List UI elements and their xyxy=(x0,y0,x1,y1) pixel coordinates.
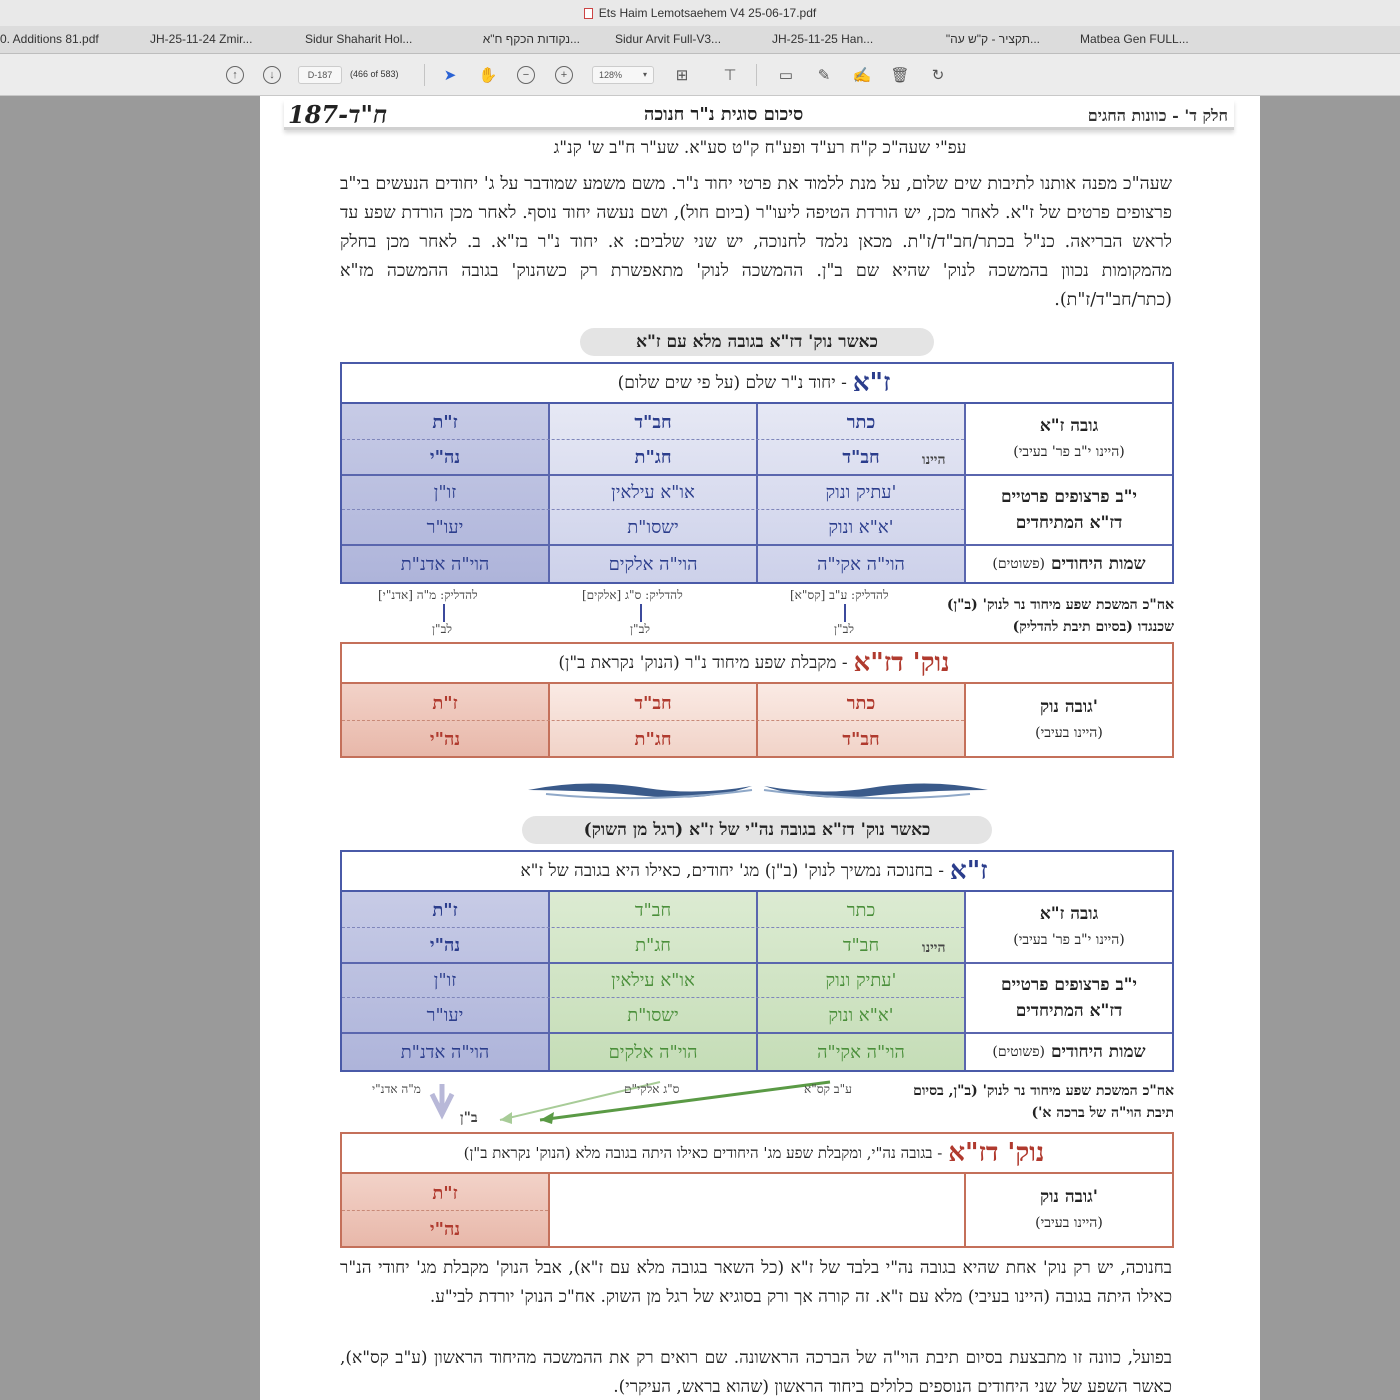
cell: או"א עילאין xyxy=(611,970,695,991)
za-table-2-title xyxy=(342,852,1172,892)
names-label: שמות היחודים (פשוטים) xyxy=(966,1034,1172,1070)
height-nok-label: גובה נוק' (היינו בעיבי) xyxy=(966,1174,1172,1246)
cell: זו"ן xyxy=(433,482,457,503)
highlight-pen-icon[interactable]: ✎ xyxy=(817,67,831,84)
rotate-icon[interactable]: ↻ xyxy=(931,67,945,84)
arrow-label: מ"ה אדנ"י xyxy=(372,1082,421,1096)
next-page-icon[interactable]: ↓ xyxy=(263,66,281,84)
previous-page-icon[interactable]: ↑ xyxy=(226,66,244,84)
cell: כתר xyxy=(846,900,876,921)
cell: הוי"ה אלקים xyxy=(608,1041,698,1063)
section1-heading: כאשר נוק' דז"א בגובה מלא עם ז"א xyxy=(580,328,934,356)
nok-table-1-title xyxy=(342,644,1172,684)
tab-hanukah[interactable]: JH-25-11-25 Han... xyxy=(772,32,874,46)
zoom-out-icon[interactable]: − xyxy=(517,66,535,84)
divider xyxy=(342,509,964,510)
section2-heading: כאשר נוק' דז"א בגובה נה"י של ז"א (רגל מן השוק) xyxy=(522,816,992,844)
divider xyxy=(964,892,966,1070)
nok-table-1 xyxy=(340,642,1174,758)
bottom-paragraph-2: בפועל, כוונה זו מתבצעת בסיום תיבת הוי"ה של הברכה הראשונה. שם רואים רק את ההמשכה מהיחוד הראשון (ע"ב קס"א), כאשר השפע של שני היחודים הנוספים כלולים ביחוד הראשון (שהוא בראש, העיקרי). xyxy=(340,1348,1172,1397)
za-table-2 xyxy=(340,850,1174,1072)
zoom-in-icon[interactable]: + xyxy=(555,66,573,84)
arrow-down-icon xyxy=(640,604,642,622)
lehadlik-label: להדליק: מ"ה [אדנ"י] xyxy=(378,588,478,602)
cell: חג"ת xyxy=(635,935,671,956)
hamshacha-note-1: אח"כ המשכת שפע מיחוד נר לנוק' (ב"ן) שכנגדו (בסיום תיבת להדליק) xyxy=(946,597,1174,635)
divider xyxy=(964,684,966,756)
cell: חב"ד xyxy=(634,900,672,921)
cell: ז"ת xyxy=(432,412,458,433)
cell: נה"י xyxy=(429,447,461,468)
page-number-input[interactable]: D-187 xyxy=(298,66,342,84)
chevron-down-icon: ▾ xyxy=(642,70,647,79)
haynu-label: היינו xyxy=(922,452,946,468)
cell: א"א ונוק' xyxy=(828,517,894,538)
page-number: ח"ד-187 xyxy=(288,100,388,129)
cell: יעו"ר xyxy=(426,1005,464,1026)
za-table-1-subtitle: - יחוד נ"ר שלם (על פי שים שלום) xyxy=(617,373,847,393)
cell: נה"י xyxy=(429,1218,461,1240)
height-nok-label: גובה נוק' (היינו בעיבי) xyxy=(966,684,1172,756)
cell: הוי"ה אקי"ה xyxy=(817,1041,905,1063)
height-za-label: גובה ז"א (היינו י"ב פר' בעיבי) xyxy=(966,892,1172,962)
zoom-value: 128% xyxy=(599,70,623,80)
height-za-label: גובה ז"א (היינו י"ב פר' בעיבי) xyxy=(966,404,1172,474)
toolbar xyxy=(0,54,1400,96)
leban-label: לב"ן xyxy=(432,622,452,636)
lehadlik-label: להדליק: ע"ב [קס"א] xyxy=(790,588,889,602)
divider xyxy=(342,997,964,998)
tab-matbea[interactable]: Matbea Gen FULL... xyxy=(1080,32,1189,46)
page-count: (466 of 583) xyxy=(350,69,399,79)
hamshacha-note-2: אח"כ המשכת שפע מיחוד נר לנוק' (ב"ן, בסיום תיבת הוי"ה של ברכה א') xyxy=(913,1083,1174,1121)
tab-bar xyxy=(0,26,1400,54)
partzufim-label: י"ב פרצופים פרטיים דז"א המתיחדים xyxy=(966,964,1172,1032)
nok-label: נוק' דז"א xyxy=(853,648,950,678)
divider xyxy=(342,439,964,440)
page-title: סיכום סוגית נ"ר חנוכה xyxy=(644,104,804,125)
cell: חב"ד xyxy=(842,728,880,750)
cell: חב"ד xyxy=(842,935,880,956)
cell: הוי"ה אלקים xyxy=(608,553,698,575)
arrow-down-icon xyxy=(844,604,846,622)
cell: א"א ונוק' xyxy=(828,1005,894,1026)
lehadlik-label: להדליק: ס"ג [אלקים] xyxy=(582,588,683,602)
page-section: חלק ד' - כוונות החגים xyxy=(1087,106,1228,125)
intro-paragraph: שעה"כ מפנה אותנו לתיבות שים שלום, על מנת ללמוד את פרטי יחוד נ"ר. משם משמע שמודבר על ג' יחודים הנעשים בי"ב פרצופים פרטים של ז"א. לאחר מכן, יש הורדת הטיפה ליעו"ר (ביום חול), ושם נעשה יחוד נוסף. לאחר מכן הורדת שפע עד לראש הבריאה. כנ"ל בכתר/חב"ד/ז"ת. מכאן נלמד לחנוכה, יש שני שלבים: א. יחוד נ"ר בז"א. ב. לאחר מכן בחלק מהמקומות נכוון בהמשכה לנוק' שהיא שם ב"ן. ההמשכה לנוק' מתאפשרת רק כשהנוק' בגובה ההמשכה מז"א (כתר/חב"ד/ז"ת). xyxy=(340,174,1172,310)
cell: ז"ת xyxy=(432,900,458,921)
nok-table-2-subtitle: - בגובה נה"י, ומקבלת שפע מג' היחודים כאילו היתה בגובה מלא (הנוק' נקראת ב"ן) xyxy=(463,1143,943,1162)
tab-zmirot[interactable]: JH-25-11-24 Zmir... xyxy=(150,32,253,46)
names-label: שמות היחודים (פשוטים) xyxy=(966,546,1172,582)
tab-sidur-arvit[interactable]: Sidur Arvit Full-V3... xyxy=(615,32,722,46)
divider xyxy=(342,720,964,721)
divider xyxy=(964,404,966,582)
cell: או"א עילאין xyxy=(611,482,695,503)
cell: נה"י xyxy=(429,935,461,956)
cell: ישסו"ת xyxy=(627,1005,679,1026)
cell: ז"ת xyxy=(432,692,458,714)
cell: כתר xyxy=(846,692,876,714)
ben-label: ב"ן xyxy=(460,1110,478,1126)
page-header xyxy=(284,100,1234,130)
tab-nekudot[interactable]: ...נקודות הכקף ח"א xyxy=(482,32,580,46)
cell: נה"י xyxy=(429,728,461,750)
haynu-label: היינו xyxy=(922,940,946,956)
cell: יעו"ר xyxy=(426,517,464,538)
window-title: Ets Haim Lemotsaehem V4 25-06-17.pdf xyxy=(598,6,817,20)
leban-label: לב"ן xyxy=(630,622,650,636)
za-table-2-subtitle: - בחנוכה נמשיך לנוק' (ב"ן) מג' יחודים, כאילו היא בגובה של ז"א xyxy=(520,861,945,881)
cell: חג"ת xyxy=(634,728,672,750)
divider xyxy=(964,1174,966,1246)
za-label: ז"א xyxy=(950,856,988,886)
partzufim-label: י"ב פרצופים פרטיים דז"א המתיחדים xyxy=(966,476,1172,544)
window-title-bar xyxy=(0,0,1400,26)
divider xyxy=(548,1174,550,1246)
sources-line: עפ"י שעה"כ ק"ח רע"ד ופע"ח ק"ט סע"א. שע"ר ח"ב ש' קנ"ג xyxy=(553,138,967,158)
za-table-1 xyxy=(340,362,1174,584)
nok-empty-area xyxy=(550,1174,964,1246)
cell: ישסו"ת xyxy=(627,517,679,538)
nok-table-2 xyxy=(340,1132,1174,1248)
page-layout-icon[interactable]: ⊞ xyxy=(675,67,689,84)
tab-additions[interactable]: 0. Additions 81.pdf xyxy=(0,32,99,46)
tab-sidur-shaharit[interactable]: Sidur Shaharit Hol... xyxy=(305,32,413,46)
bottom-paragraph-1: בחנוכה, יש רק נוק' אחת שהיא בגובה נה"י בלבד של ז"א (כל השאר בגובה מלא עם ז"א), אבל הנוק' מקבלת מג' יחודי הנ"ר כאילו היתה בגובה (היינו בעיבי) מלא עם ז"א. זה קורה אך ורק בסוגיא של רגל מן השוק. אח"כ הנוק' יורדת לבי"ע. xyxy=(340,1258,1172,1307)
comment-icon[interactable]: ▭ xyxy=(778,67,794,84)
delete-icon[interactable]: 🗑 xyxy=(890,67,910,84)
arrow-down-icon xyxy=(443,604,445,622)
cell: עתיק ונוק' xyxy=(825,482,897,503)
cell: עתיק ונוק' xyxy=(825,970,897,991)
cell: הוי"ה אדנ"ת xyxy=(400,553,490,575)
markup-tool-icon[interactable]: ⊤ xyxy=(723,67,737,84)
divider xyxy=(342,1210,548,1211)
cell: חב"ד xyxy=(634,412,672,433)
nok-table-2-title xyxy=(342,1134,1172,1174)
za-table-1-title xyxy=(342,364,1172,404)
select-pointer-icon[interactable]: ➤ xyxy=(443,67,457,84)
arrow-label: ס"ג אלקי"ם xyxy=(624,1082,680,1096)
sign-icon[interactable]: ✍ xyxy=(852,67,872,84)
arrow-label: ע"ב קס"א xyxy=(804,1082,852,1096)
cell: הוי"ה אקי"ה xyxy=(817,553,905,575)
pdf-page xyxy=(260,96,1260,1400)
cell: ז"ת xyxy=(432,1182,458,1204)
decorative-divider xyxy=(526,776,990,806)
pdf-document-icon xyxy=(584,8,593,19)
cell: זו"ן xyxy=(433,970,457,991)
hand-tool-icon[interactable]: ✋ xyxy=(478,67,498,84)
toolbar-divider xyxy=(756,64,757,86)
nok-label: נוק' דז"א xyxy=(948,1138,1045,1168)
divider xyxy=(342,927,964,928)
toolbar-divider xyxy=(424,64,425,86)
cell: חב"ד xyxy=(842,447,880,468)
leban-label: לב"ן xyxy=(834,622,854,636)
nok-table-1-subtitle: - מקבלת שפע מיחוד נ"ר (הנוק' נקראת ב"ן) xyxy=(558,653,848,673)
cell: כתר xyxy=(846,412,876,433)
cell: חג"ת xyxy=(634,447,672,468)
za-label: ז"א xyxy=(852,368,891,398)
cell: חב"ד xyxy=(634,692,672,714)
tab-taktsir[interactable]: ...תקציר - ק"ש עה" xyxy=(945,32,1040,46)
cell: הוי"ה אדנ"ת xyxy=(400,1041,490,1063)
zoom-select[interactable] xyxy=(592,66,654,84)
